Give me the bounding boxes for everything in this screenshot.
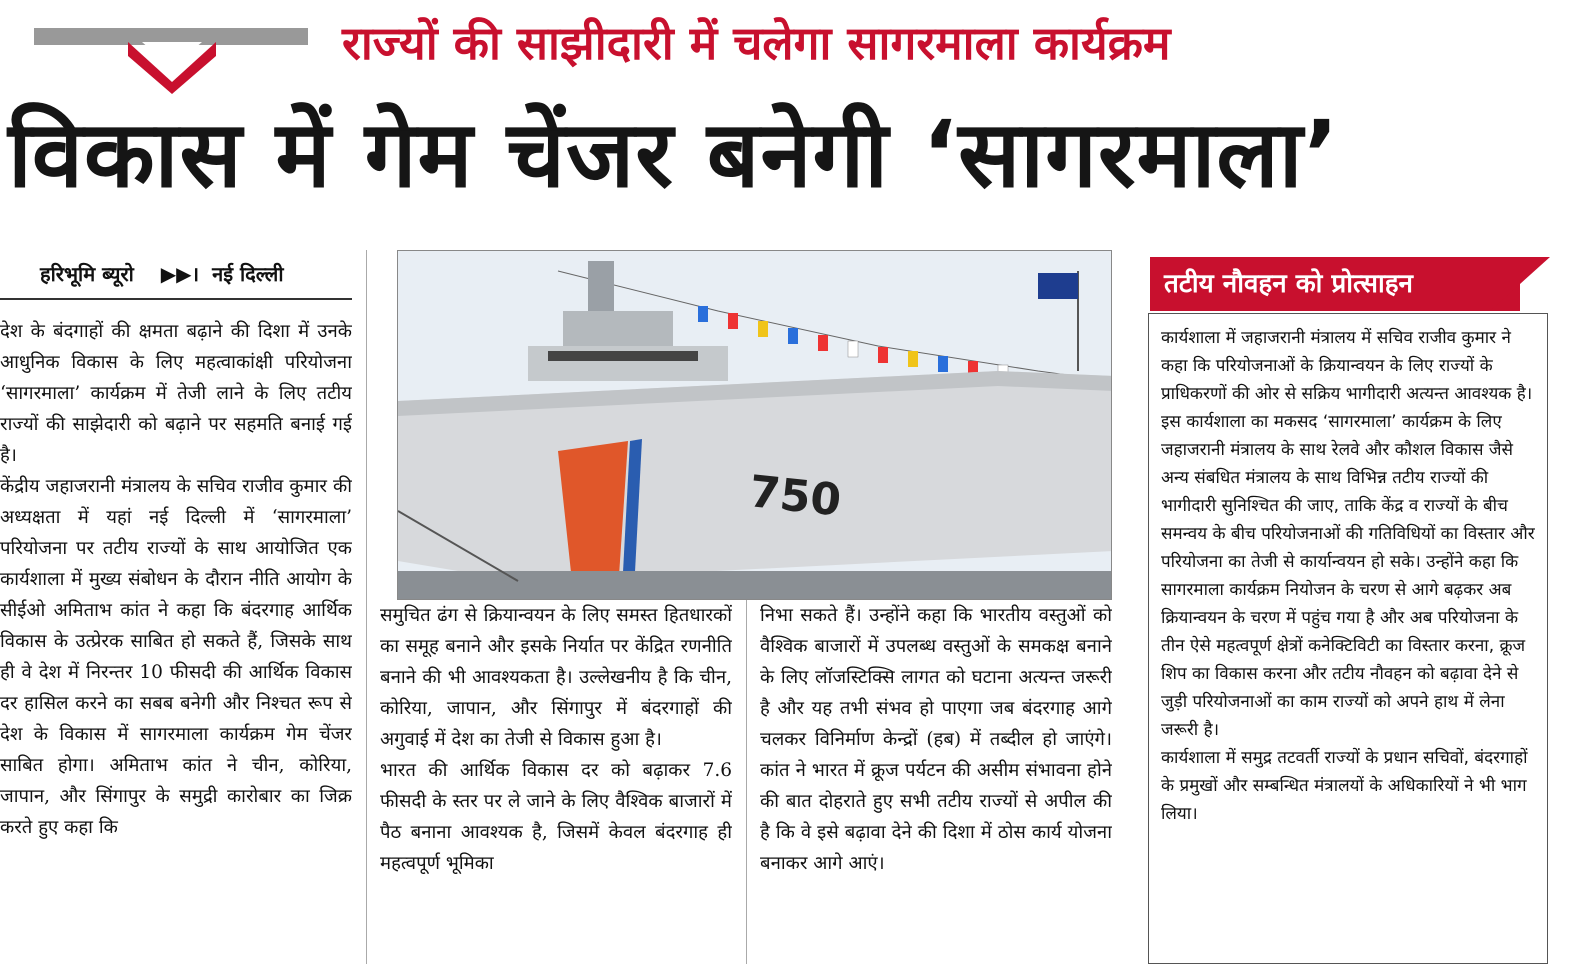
article-column-2	[380, 600, 732, 964]
article-paragraph: भारत की आर्थिक विकास दर को बढ़ाकर 7.6 फीसदी के स्तर पर ले जाने के लिए वैश्विक बाजारों में पैठ बनाना आवश्यक है, जिसमें केवल बंदरगाह ही महत्वपूर्ण भूमिका	[380, 760, 732, 874]
byline-rule	[0, 298, 352, 300]
sidebar-paragraph: कार्यशाला में जहाजरानी मंत्रालय में सचिव राजीव कुमार ने कहा कि परियोजनाओं के क्रियान्वयन के लिए राज्यों के प्राधिकरणों की ओर से सक्रिय भागीदारी अत्यन्त आवश्यक है। इस कार्यशाला का मकसद ‘सागरमाला’ कार्यक्रम के लिए जहाजरानी मंत्रालय के साथ रेलवे और कौशल विकास जैसे अन्य संबधित मंत्रालय के साथ विभिन्न तटीय राज्यों की भागीदारी सुनिश्चित की जाए, ताकि केंद्र व राज्यों के बीच समन्वय के बीच परियोजनाओं की गतिविधियों का विस्तार और परियोजना का तेजी से कार्यान्वयन हो सके। उन्होंने कहा कि सागरमाला कार्यक्रम नियोजन के चरण से आगे बढ़कर अब क्रियान्वयन के चरण में पहुंच गया है और अब परियोजना के तीन ऐसे महत्वपूर्ण क्षेत्रों कनेक्टिविटी का विस्तार करना, क्रूज शिप का विकास करना और तटीय नौवहन को बढ़ावा देने से जुड़ी परियोजनाओं का काम राज्यों को अपने हाथ में लेना जरूरी है।	[1161, 328, 1535, 740]
sidebar-title: तटीय नौवहन को प्रोत्साहन	[1150, 257, 1520, 311]
sidebar-title-corner	[1490, 257, 1550, 311]
sidebar-paragraph: कार्यशाला में समुद्र तटवर्ती राज्यों के प्रधान सचिवों, बंदरगाहों के प्रमुखों और सम्बन्धित मंत्रालयों के अधिकारियों ने भी भाग लिया।	[1161, 748, 1528, 824]
byline-location: नई दिल्ली	[212, 262, 284, 286]
article-column-3	[760, 600, 1112, 964]
byline-arrow-icon: ▶▶।	[160, 262, 200, 286]
kicker-headline: राज्यों की साझीदारी में चलेगा सागरमाला कार्यक्रम	[342, 16, 1171, 70]
ship-photo	[397, 250, 1112, 600]
column-divider	[746, 600, 747, 964]
main-headline: विकास में गेम चेंजर बनेगी ‘सागरमाला’	[8, 101, 1340, 208]
article-paragraph: समुचित ढंग से क्रियान्वयन के लिए समस्त हितधारकों का समूह बनाने और इसके निर्यात पर केंद्रित रणनीति बनाने की भी आवश्यकता है। उल्लेखनीय है कि चीन, कोरिया, जापान, और सिंगापुर में बंदरगाहों की अगुवाई में देश का तेजी से विकास हुआ है।	[380, 605, 732, 750]
chevron-down-icon	[128, 42, 216, 94]
article-paragraph: देश के बंदगाहों की क्षमता बढ़ाने की दिशा में उनके आधुनिक विकास के लिए महत्वाकांक्षी परियोजना ‘सागरमाला’ कार्यक्रम में तेजी लाने के लिए तटीय राज्यों की साझेदारी को बढ़ाने पर सहमति बनाई गई है।	[0, 321, 352, 466]
article-column-1	[0, 316, 352, 964]
article-paragraph: निभा सकते हैं। उन्होंने कहा कि भारतीय वस्तुओं को वैश्विक बाजारों में उपलब्ध वस्तुओं के समकक्ष बनाने के लिए लॉजस्टिक्सि लागत को घटाना अत्यन्त जरूरी है और यह तभी संभव हो पाएगा जब बंदरगाह आगे चलकर विनिर्माण केन्द्रों (हब) में तब्दील हो जाएंगे। कांत ने भारत में क्रूज पर्यटन की असीम संभावना होने की बात दोहराते हुए सभी तटीय राज्यों से अपील की है कि वे इसे बढ़ावा देने की दिशा में ठोस कार्य योजना बनाकर आगे आएं।	[760, 605, 1112, 874]
article-paragraph: केंद्रीय जहाजरानी मंत्रालय के सचिव राजीव कुमार की अध्यक्षता में यहां नई दिल्ली में ‘सागरमाला’ परियोजना पर तटीय राज्यों के साथ आयोजित एक कार्यशाला में मुख्य संबोधन के दौरान नीति आयोग के सीईओ अमिताभ कांत ने कहा कि बंदरगाह आर्थिक विकास के उत्प्रेरक साबित हो सकते हैं, जिसके साथ ही वे देश में निरन्तर 10 फीसदी की आर्थिक विकास दर हासिल करने का सबब बनेगी और निश्चत रूप से देश के विकास में सागरमाला कार्यक्रम गेम चेंजर साबित होगा। अमिताभ कांत ने चीन, कोरिया, जापान, और सिंगापुर के समुद्री कारोबार का जिक्र करते हुए कहा कि	[0, 476, 352, 838]
byline-source: हरिभूमि ब्यूरो	[40, 262, 134, 286]
sidebar-box	[1148, 313, 1548, 964]
hull-number: 750	[746, 466, 844, 527]
column-divider	[366, 250, 367, 964]
byline	[40, 256, 370, 292]
